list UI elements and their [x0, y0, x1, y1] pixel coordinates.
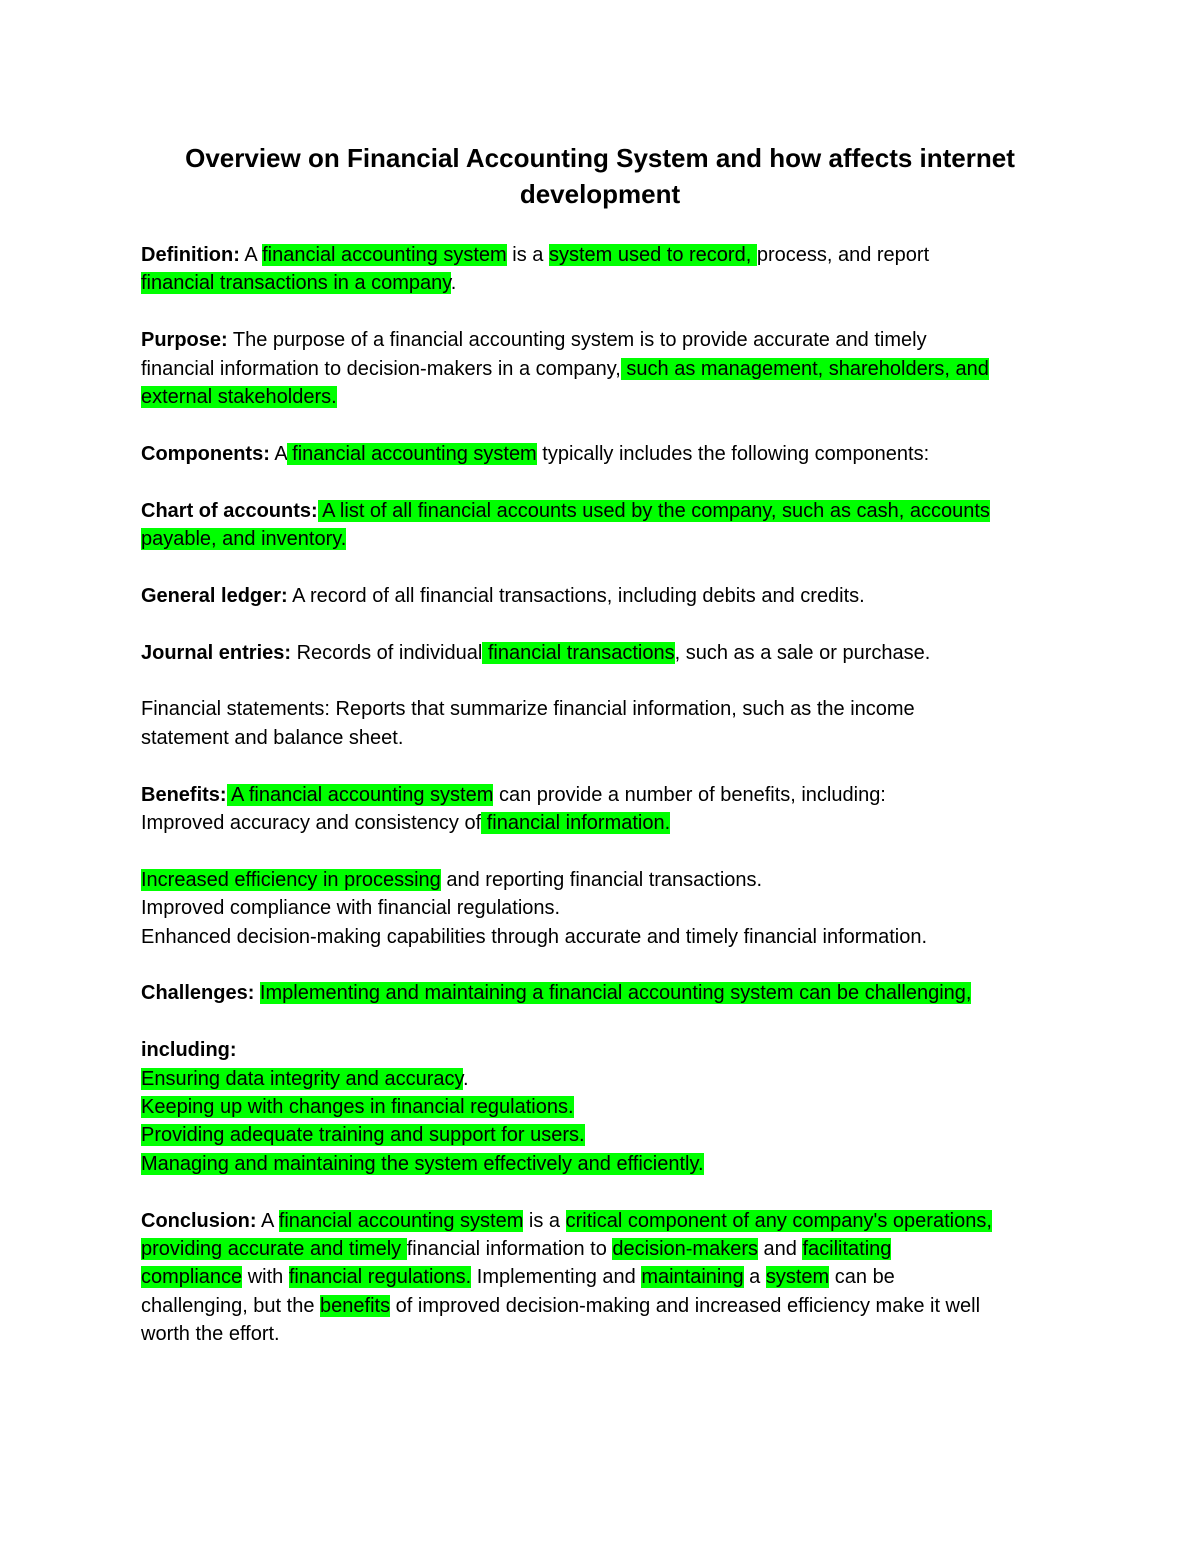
highlighted-text: financial transactions in a company	[141, 272, 451, 295]
paragraph	[141, 639, 1066, 667]
text-line	[141, 525, 1066, 553]
text-line	[141, 809, 1066, 837]
section-label: General ledger:	[141, 584, 288, 607]
highlighted-text: such as management, shareholders, and	[620, 357, 989, 380]
text-line	[141, 695, 1066, 723]
body-text: can be	[829, 1266, 895, 1289]
text-line	[141, 1093, 1066, 1121]
highlighted-text: external stakeholders.	[141, 386, 337, 409]
paragraph	[141, 695, 1066, 752]
highlighted-text: system used to record,	[548, 244, 757, 266]
body-text: A	[239, 244, 263, 266]
body-text: financial information to	[406, 1238, 613, 1261]
section-label: Chart of accounts:	[141, 499, 318, 522]
text-line	[141, 355, 1066, 383]
paragraph	[141, 781, 1066, 838]
paragraph	[141, 497, 1066, 554]
paragraph	[141, 979, 1066, 1007]
highlighted-text: system	[765, 1266, 830, 1289]
paragraph	[141, 582, 1066, 610]
highlighted-text: payable, and inventory.	[141, 528, 347, 551]
section-label: Journal entries:	[141, 641, 292, 664]
text-line	[141, 923, 1066, 951]
highlighted-text: financial transactions	[482, 641, 675, 664]
highlighted-text: Keeping up with changes in financial regulations.	[141, 1096, 574, 1119]
body-text: Enhanced decision-making capabilities through accurate and timely financial information.	[141, 925, 927, 948]
highlighted-text: Managing and maintaining the system effectively and efficiently.	[141, 1152, 704, 1175]
body-text: typically includes the following components:	[536, 442, 930, 465]
highlighted-text: financial information.	[481, 812, 671, 835]
body-text: and reporting financial transactions.	[440, 868, 763, 891]
body-text: .	[463, 1067, 469, 1090]
body-text: The purpose of a financial accounting system is to provide accurate and timely	[227, 329, 927, 352]
body-text: Improved compliance with financial regulations.	[141, 897, 561, 920]
highlighted-text: Increased efficiency in processing	[141, 868, 441, 891]
section-label: Purpose:	[141, 329, 228, 352]
highlighted-text: financial accounting system	[262, 244, 507, 266]
body-text: with	[242, 1266, 289, 1289]
text-line	[141, 1121, 1066, 1149]
body-text: and	[757, 1238, 803, 1261]
body-text: A record of all financial transactions, including debits and credits.	[287, 584, 865, 607]
text-line	[141, 1235, 1066, 1263]
highlighted-text: benefits	[320, 1294, 391, 1317]
highlighted-text: facilitating	[802, 1238, 892, 1261]
highlighted-text: critical component of any company's operations,	[565, 1209, 992, 1232]
section-label: Benefits:	[141, 783, 227, 806]
highlighted-text: Ensuring data integrity and accuracy	[141, 1067, 464, 1090]
text-line	[141, 639, 1066, 667]
text-line	[141, 724, 1066, 752]
text-line	[141, 440, 1066, 468]
section-label: Conclusion:	[141, 1209, 257, 1232]
body-text: Records of individual	[291, 641, 483, 664]
section-label: Definition:	[141, 244, 240, 266]
paragraph	[141, 1036, 1066, 1178]
highlighted-text: Implementing and maintaining a financial accounting system can be challenging,	[259, 982, 972, 1005]
document-body	[141, 241, 1066, 1377]
highlighted-text: decision-makers	[612, 1238, 758, 1261]
body-text: Financial statements: Reports that summarize financial information, such as the income	[141, 698, 915, 721]
text-line	[141, 1036, 1066, 1064]
body-text: is a	[523, 1209, 566, 1232]
text-line	[141, 383, 1066, 411]
text-line	[141, 1065, 1066, 1093]
highlighted-text: A list of all financial accounts used by the company, such as cash, accounts	[317, 499, 990, 522]
body-text: statement and balance sheet.	[141, 726, 404, 749]
paragraph	[141, 241, 1066, 298]
body-text: worth the effort.	[141, 1323, 280, 1346]
section-label: including:	[141, 1039, 237, 1062]
section-label: Components:	[141, 442, 270, 465]
text-line	[141, 582, 1066, 610]
body-text: of improved decision-making and increased efficiency make it well	[390, 1294, 981, 1317]
highlighted-text: providing accurate and timely	[141, 1238, 407, 1261]
text-line	[141, 241, 1066, 269]
text-line	[141, 894, 1066, 922]
text-line	[141, 269, 1066, 297]
text-line	[141, 979, 1066, 1007]
paragraph	[141, 326, 1066, 411]
body-text: A	[269, 442, 287, 465]
highlighted-text: financial accounting system	[278, 1209, 524, 1232]
document-title: Overview on Financial Accounting System and how affects internet development	[185, 143, 1015, 209]
text-line	[141, 1263, 1066, 1291]
paragraph	[141, 1207, 1066, 1349]
text-line	[141, 781, 1066, 809]
text-line	[141, 497, 1066, 525]
paragraph	[141, 866, 1066, 951]
body-text: A	[256, 1209, 279, 1232]
text-line	[141, 1292, 1066, 1320]
highlighted-text: financial accounting system	[286, 442, 537, 465]
body-text: , such as a sale or purchase.	[674, 641, 931, 664]
body-text: can provide a number of benefits, including:	[493, 783, 886, 806]
section-label: Challenges:	[141, 982, 255, 1005]
text-line	[141, 1320, 1066, 1348]
body-text: Implementing and	[471, 1266, 642, 1289]
body-text: Improved accuracy and consistency of	[141, 812, 482, 835]
highlighted-text: maintaining	[641, 1266, 744, 1289]
text-line	[141, 1150, 1066, 1178]
text-line	[141, 866, 1066, 894]
text-line	[141, 326, 1066, 354]
body-text: a	[743, 1266, 766, 1289]
highlighted-text: compliance	[141, 1266, 243, 1289]
body-text: financial information to decision-makers in a company,	[141, 357, 621, 380]
highlighted-text: A financial accounting system	[226, 783, 494, 806]
body-text: challenging, but the	[141, 1294, 321, 1317]
body-text: process, and report	[756, 244, 930, 266]
body-text: .	[450, 272, 457, 295]
highlighted-text: Providing adequate training and support for users.	[141, 1124, 585, 1147]
paragraph	[141, 440, 1066, 468]
body-text: is a	[506, 244, 549, 266]
text-line	[141, 1207, 1066, 1235]
highlighted-text: financial regulations.	[288, 1266, 472, 1289]
